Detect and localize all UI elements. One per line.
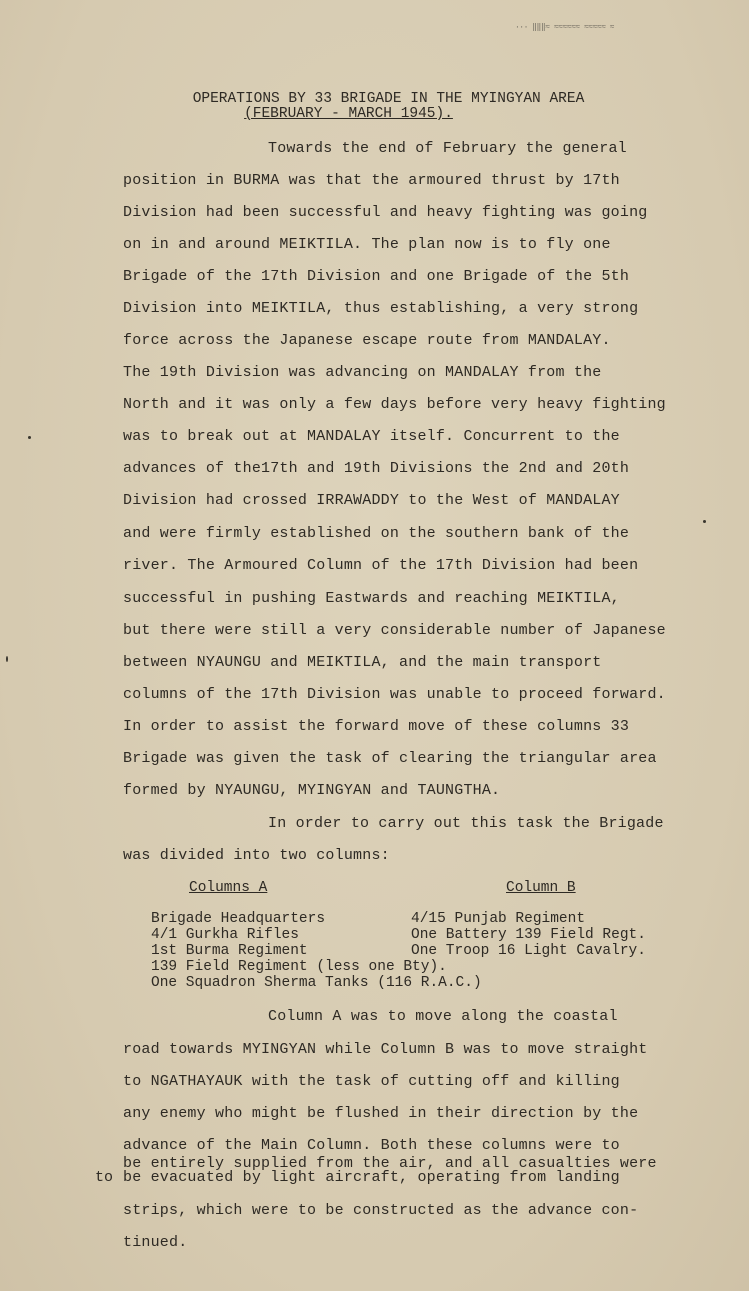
column-a-item: 1st Burma Regiment <box>151 943 308 959</box>
body-line: was to break out at MANDALAY itself. Concurrent to the <box>123 428 620 445</box>
body-line: Column A was to move along the coastal <box>268 1008 618 1025</box>
body-line: formed by NYAUNGU, MYINGYAN and TAUNGTHA. <box>123 782 501 799</box>
paper-speck <box>6 656 8 662</box>
body-line: North and it was only a few days before very heavy fighting <box>123 396 666 413</box>
body-line: Division had crossed IRRAWADDY to the West of MANDALAY <box>123 492 620 509</box>
body-line: strips, which were to be constructed as the advance con- <box>123 1202 639 1219</box>
column-a-item: Brigade Headquarters <box>151 911 326 927</box>
body-line: successful in pushing Eastwards and reaching MEIKTILA, <box>123 590 620 607</box>
body-line: on in and around MEIKTILA. The plan now is to fly one <box>123 236 611 253</box>
paper-speck <box>28 436 31 439</box>
body-line: position in BURMA was that the armoured thrust by 17th <box>123 172 620 189</box>
body-line: tinued. <box>123 1234 188 1251</box>
body-line: columns of the 17th Division was unable to proceed forward. <box>123 686 666 703</box>
document-title: OPERATIONS BY 33 BRIGADE IN THE MYINGYAN AREA <box>192 91 585 107</box>
body-line: road towards MYINGYAN while Column B was to move straight <box>123 1041 648 1058</box>
paper-speck <box>703 520 706 523</box>
column-a-item: 139 Field Regiment (less one Bty). <box>151 959 447 975</box>
body-line: Brigade of the 17th Division and one Brigade of the 5th <box>123 268 630 285</box>
body-line: Division into MEIKTILA, thus establishing, a very strong <box>123 300 639 317</box>
body-line: but there were still a very considerable number of Japanese <box>123 622 666 639</box>
column-a-item: One Squadron Sherma Tanks (116 R.A.C.) <box>151 975 482 991</box>
archive-stamp: ··· ‖‖‖≈ ≈≈≈≈≈≈ ≈≈≈≈≈ ≈ <box>515 23 614 32</box>
body-line: river. The Armoured Column of the 17th Division had been <box>123 557 639 574</box>
body-line: Division had been successful and heavy fighting was going <box>123 204 648 221</box>
body-line: In order to carry out this task the Brigade <box>268 815 664 832</box>
body-line: advance of the Main Column. Both these columns were to <box>123 1137 620 1154</box>
body-line: The 19th Division was advancing on MANDALAY from the <box>123 364 602 381</box>
document-subtitle-dates: (FEBRUARY - MARCH 1945). <box>244 106 453 122</box>
body-line: to NGATHAYAUK with the task of cutting off and killing <box>123 1073 620 1090</box>
body-line: advances of the17th and 19th Divisions the 2nd and 20th <box>123 460 630 477</box>
column-b-heading: Column B <box>506 880 576 896</box>
column-b-item: 4/15 Punjab Regiment <box>411 911 586 927</box>
column-b-item: One Battery 139 Field Regt. <box>411 927 646 943</box>
column-a-heading: Columns A <box>189 880 268 896</box>
body-line: between NYAUNGU and MEIKTILA, and the main transport <box>123 654 602 671</box>
body-line: any enemy who might be flushed in their direction by the <box>123 1105 639 1122</box>
body-line: Brigade was given the task of clearing the triangular area <box>123 750 657 767</box>
body-line: be entirely supplied from the air, and all casualties were <box>123 1155 657 1172</box>
body-line: In order to assist the forward move of these columns 33 <box>123 718 630 735</box>
body-line: was divided into two columns: <box>123 847 390 864</box>
margin-insertion: to <box>95 1169 114 1186</box>
body-line: and were firmly established on the southern bank of the <box>123 525 630 542</box>
body-line: be evacuated by light aircraft, operating from landing <box>123 1169 620 1186</box>
column-a-item: 4/1 Gurkha Rifles <box>151 927 299 943</box>
column-b-item: One Troop 16 Light Cavalry. <box>411 943 646 959</box>
body-line: force across the Japanese escape route from MANDALAY. <box>123 332 611 349</box>
body-line: Towards the end of February the general <box>268 140 627 157</box>
